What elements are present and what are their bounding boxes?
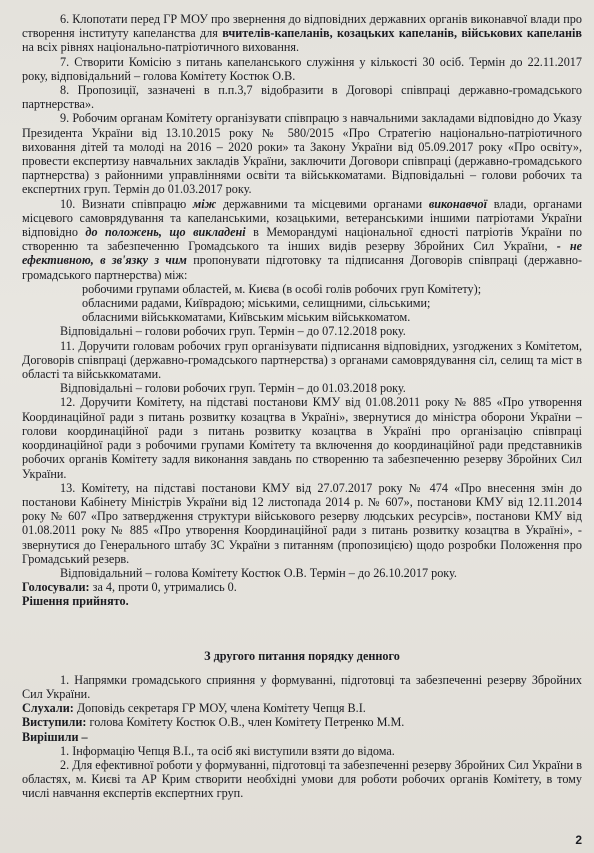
paragraph-7: 7. Створити Комісію з питань капеланського служіння у кількості 30 осіб. Термін до 22.11.2017 року, відповідальний – голова Комітету Костюк О.В. [22, 54, 582, 83]
spoke-line: Виступили: голова Комітету Костюк О.В., член Комітету Петренко М.М. [22, 715, 405, 730]
document-body [22, 12, 582, 801]
list-item: обласними військкоматами, Київським міським військкоматом. [82, 310, 411, 325]
agenda-item-1: 1. Напрямки громадського сприяння у формуванні, підготовці та забезпеченні резерву Збройних Сил України. [22, 672, 582, 701]
responsible-line: Відповідальний – голова Комітету Костюк О.В. Термін – до 26.10.2017 року. [60, 565, 457, 580]
list-item: робочими групами областей, м. Києва (в особі голів робочих груп Комітету); [82, 281, 482, 296]
paragraph-9: 9. Робочим органам Комітету організувати співпрацю з навчальними закладами відповідно до Указу Президента України від 13.10.2015 року № 580/2015 «Про Стратегію національно-патріотичного виховання дітей та молоді на 2016 – 2020 роки» та Закону України від 05.09.2017 року «Про освіту», провести експертизу навчальних закладів України, заключити Договори співпраці (державно-громадського партнерства) з районними управліннями освіти та військкоматами. Відповідальні – голови робочих та експертних груп. Термін до 01.03.2017 року. [22, 111, 582, 197]
resolution-2: 2. Для ефективної роботи у формуванні, підготовці та забезпеченні резерву Збройних Сил України в областях, м. Києві та АР Крим створити необхідні умови для роботи робочих органів Комітету, в тому числі навчання експертів експертних груп. [22, 757, 582, 801]
paragraph-11: 11. Доручити головам робочих груп організувати підписання відповідних, узгоджених з Комітетом, Договорів співпраці (державно-громадського партнерства) з органами самоврядування сіл, селищ та міст в області та військкоматами. [22, 338, 582, 382]
resolved-line: Вирішили – [22, 729, 88, 744]
responsible-line: Відповідальні – голови робочих груп. Термін – до 07.12.2018 року. [60, 324, 406, 339]
bold-chaplains: вчителів-капеланів, козацьких капеланів, військових капеланів [222, 26, 582, 41]
resolution-1: 1. Інформацію Чепця В.І., та осіб які виступили взяти до відома. [60, 743, 395, 758]
list-item: обласними радами, Київрадою; міськими, селищними, сільськими; [82, 296, 431, 311]
paragraph-10: 10. Визнати співпрацю між державними та місцевими органами виконавчої влади, органами місцевого самоврядування та капеланськими, козацькими, ветеранськими іншими патріотами України відповідно до положень, що викладені в Меморандумі національної єдності патріотів України по створенню та забезпеченню Громадського та інших видів резерву Збройних Сил України, - не ефективною, в зв'язку з чим пропонувати підготовку та підписання Договорів співпраці (державно-громадського партнерства) між: [22, 196, 583, 282]
section-title: З другого питання порядку денного [204, 648, 400, 663]
page-number: 2 [575, 833, 582, 847]
paragraph-13: 13. Комітету, на підставі постанови КМУ від 27.07.2017 року № 474 «Про внесення змін до постанови Кабінету Міністрів України від 12 листопада 2014 р. № 607», постанови КМУ від 12.11.2014 року № 607 «Про затвердження структури військового резерву людських ресурсів», постанови КМУ від 01.08.2011 року № 885 «Про утворення Координаційної ради з питань розвитку козацтва в Україні», - звернутися до Генерального штабу ЗС України з питанням (пропозицією) щодо розробки Положення про Громадський резерв. [22, 480, 582, 566]
paragraph-12: 12. Доручити Комітету, на підставі постанови КМУ від 01.08.2011 року № 885 «Про утворення Координаційної ради з питань розвитку козацтва в Україні», звернутися до міністра оборони України – голови координаційної ради з питань розвитку козацтва в Україні про організацію співпраці координаційної ради з робочими групами Комітету та включення до координаційної ради представників робочих органів Комітету задля виконання завдань по створенню та забезпеченню резерву Збройних Сил України. [22, 395, 582, 481]
decision-line: Рішення прийнято. [22, 594, 129, 609]
paragraph-8: 8. Пропозиції, зазначені в п.п.3,7 відобразити в Договорі співпраці державно-громадського партнерства». [22, 83, 582, 112]
responsible-line: Відповідальні – голови робочих груп. Термін – до 01.03.2018 року. [60, 381, 406, 396]
paragraph-6: 6. Клопотати перед ГР МОУ про звернення до відповідних державних органів виконавчої влади про створення інституту капеланства для вчителів-капеланів, козацьких капеланів, військових капеланів на всіх рівнях національно-патріотичного виховання. [22, 12, 582, 55]
vote-line: Голосували: за 4, проти 0, утримались 0. [22, 580, 237, 595]
heard-line: Слухали: Доповідь секретаря ГР МОУ, члена Комітету Чепця В.І. [22, 701, 366, 716]
